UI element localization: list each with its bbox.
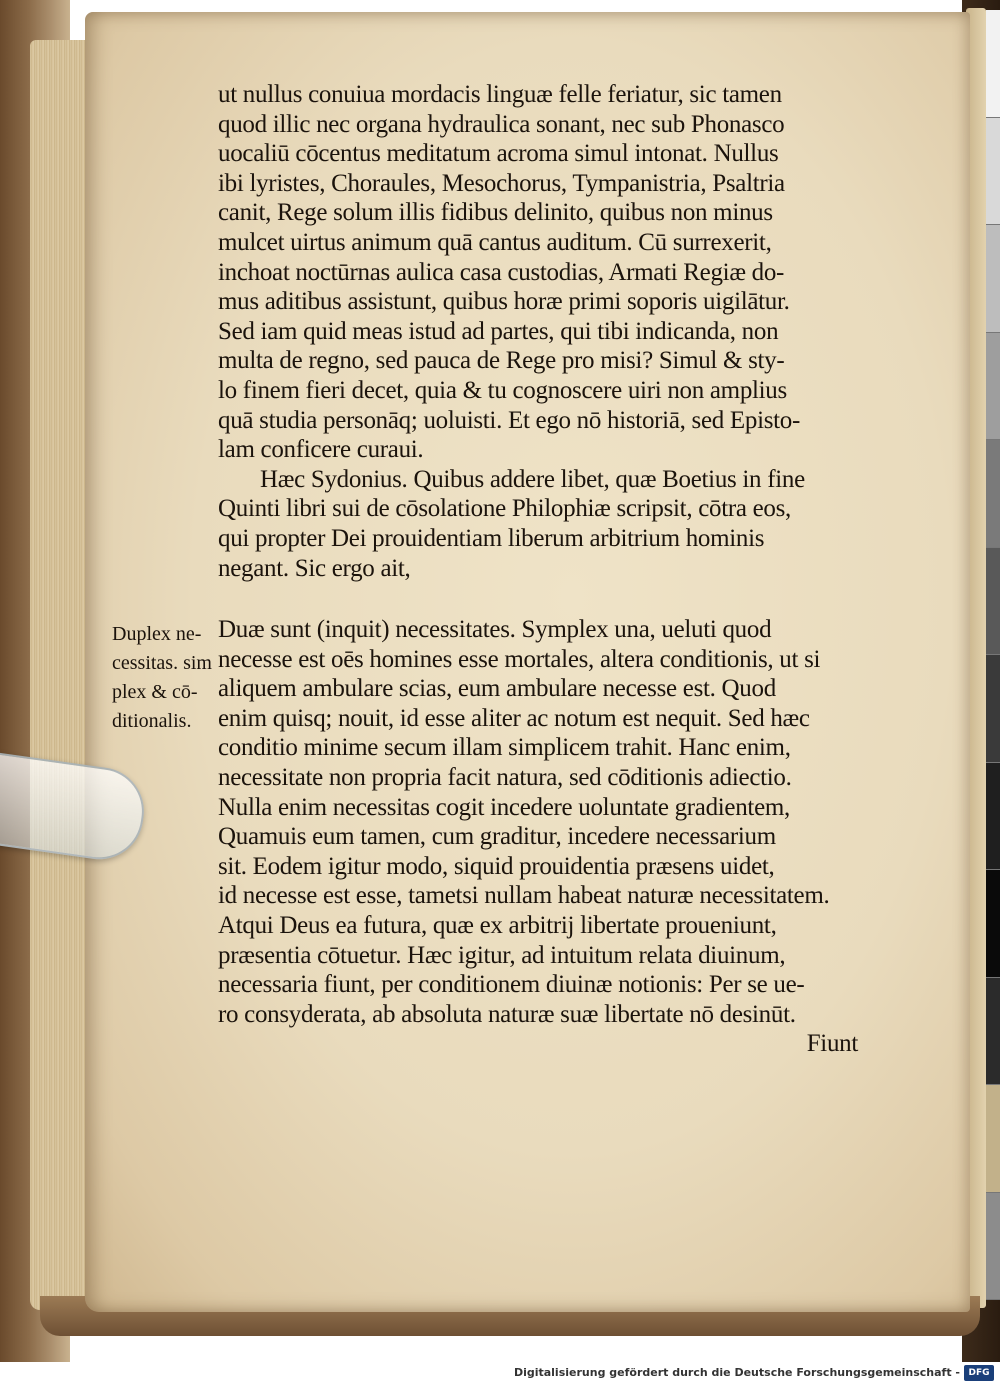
footer-credit: Digitalisierung gefördert durch die Deutsche Forschungsgemeinschaft -: [513, 1366, 960, 1379]
text-line: Duæ sunt (inquit) necessitates. Symplex una, ueluti quod: [218, 616, 772, 644]
paragraph-gap: [218, 583, 858, 615]
marginal-note-line: cessitas. sim: [112, 652, 212, 674]
text-line: lam conficere curaui.: [218, 436, 424, 464]
text-line: aliquem ambulare scias, eum ambulare necesse est. Quod: [218, 675, 776, 703]
text-line: inchoat noctūrnas aulica casa custodias, Armati Regiæ do-: [218, 258, 785, 286]
text-line: Nulla enim necessitas cogit incedere uoluntate gradientem,: [218, 793, 790, 821]
paragraph-2: [218, 465, 858, 583]
text-line: ut nullus conuiua mordacis linguæ felle feriatur, sic tamen: [218, 81, 782, 108]
text-line: necessitate non propria facit natura, sed cōditionis adiectio.: [218, 764, 792, 792]
marginal-note: [112, 620, 222, 736]
text-line: id necesse est esse, tametsi nullam habeat naturæ necessitatem.: [218, 882, 830, 910]
text-line: canit, Rege solum illis fidibus delinito, quibus non minus: [218, 199, 773, 227]
text-line: mulcet uirtus animum quā cantus auditum. Cū surrexerit,: [218, 228, 772, 256]
dfg-logo: DFG: [964, 1365, 994, 1381]
catchword: Fiunt: [806, 1030, 858, 1058]
text-line: enim quisq; nouit, id esse aliter ac notum est nequit. Sed hæc: [218, 704, 810, 732]
text-line: Hæc Sydonius. Quibus addere libet, quæ Boetius in fine: [260, 465, 805, 493]
text-line: quod illic nec organa hydraulica sonant, nec sub Phonasco: [218, 110, 785, 138]
text-line: quā studia personāq; uoluisti. Et ego nō historiā, sed Episto-: [218, 406, 801, 434]
footer-bar: [0, 1362, 1000, 1386]
text-line: sit. Eodem igitur modo, siquid prouidentia præsens uidet,: [218, 852, 775, 880]
text-line: negant. Sic ergo ait,: [218, 554, 411, 582]
text-line: uocaliū cōcentus meditatum acroma simul intonat. Nullus: [218, 140, 779, 168]
text-line: lo finem fieri decet, quia & tu cognoscere uiri non amplius: [218, 376, 787, 404]
text-line: ibi lyristes, Choraules, Mesochorus, Tympanistria, Psaltria: [218, 169, 785, 197]
color-scale-bar: [986, 10, 1000, 1300]
text-line: mus aditibus assistunt, quibus horæ primi soporis uigilātur.: [218, 288, 790, 316]
text-line: qui propter Dei prouidentiam liberum arbitrium hominis: [218, 524, 765, 552]
text-line: ro consyderata, ab absoluta naturæ suæ libertate nō desinūt.: [218, 1000, 796, 1028]
text-line: Sed iam quid meas istud ad partes, qui tibi indicanda, non: [218, 317, 779, 345]
text-line: Atqui Deus ea futura, quæ ex arbitrij libertate proueniunt,: [218, 912, 777, 940]
text-line: necesse est oēs homines esse mortales, altera conditionis, ut si: [218, 645, 821, 673]
marginal-note-line: ditionalis.: [112, 710, 192, 732]
text-line: necessaria fiunt, per conditionem diuinæ notionis: Per se ue-: [218, 971, 805, 999]
text-line: multa de regno, sed pauca de Rege pro misi? Simul & sty-: [218, 347, 785, 375]
marginal-note-line: plex & cō-: [112, 681, 198, 703]
text-line: conditio minime secum illam simplicem trahit. Hanc enim,: [218, 734, 791, 762]
main-text-block: [218, 80, 858, 1059]
paragraph-3: [218, 615, 858, 1029]
text-line: Quinti libri sui de cōsolatione Philophiæ scripsit, cōtra eos,: [218, 495, 792, 523]
text-line: præsentia cōtuetur. Hæc igitur, ad intuitum relata diuinum,: [218, 941, 786, 969]
paragraph-1: [218, 80, 858, 465]
marginal-note-line: Duplex ne-: [112, 623, 202, 645]
text-line: Quamuis eum tamen, cum graditur, incedere necessarium: [218, 823, 776, 851]
